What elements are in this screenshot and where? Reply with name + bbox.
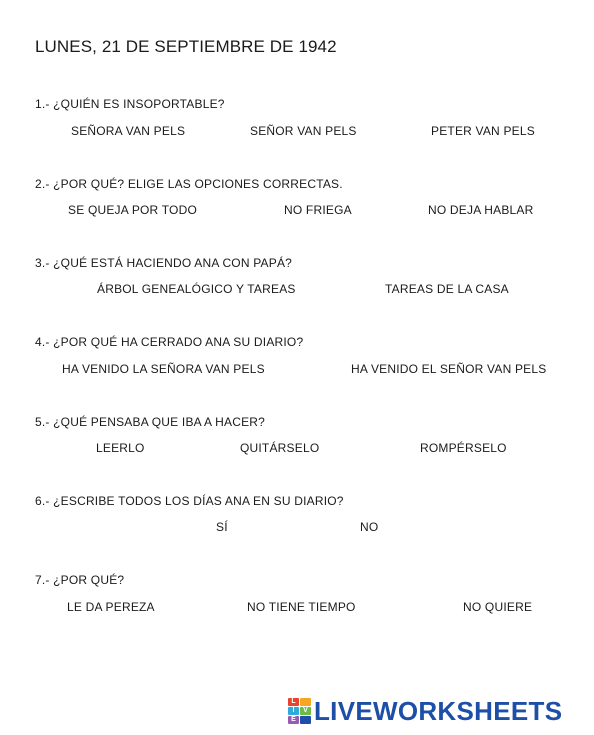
q6-option-no[interactable]: NO <box>360 520 379 534</box>
q5-option-rompérselo[interactable]: ROMPÉRSELO <box>420 441 507 455</box>
q3-option-arbol-genealogico[interactable]: ÁRBOL GENEALÓGICO Y TAREAS <box>97 282 296 296</box>
q3-option-tareas-casa[interactable]: TAREAS DE LA CASA <box>385 282 509 296</box>
q7-option-no-quiere[interactable]: NO QUIERE <box>463 600 533 614</box>
question-1: 1.- ¿QUIÉN ES INSOPORTABLE? <box>35 97 225 111</box>
question-6: 6.- ¿ESCRIBE TODOS LOS DÍAS ANA EN SU DIARIO? <box>35 494 344 508</box>
question-3: 3.- ¿QUÉ ESTÁ HACIENDO ANA CON PAPÁ? <box>35 256 293 270</box>
q5-option-quitarselo[interactable]: QUITÁRSELO <box>240 441 320 455</box>
question-7: 7.- ¿POR QUÉ? <box>35 573 125 587</box>
brand-name: LIVEWORKSHEETS <box>314 696 563 726</box>
logo-block-e: E <box>288 716 299 724</box>
q1-option-senor-van-pels[interactable]: SEÑOR VAN PELS <box>250 124 357 138</box>
logo-block-2 <box>300 716 311 724</box>
q4-option-senora[interactable]: HA VENIDO LA SEÑORA VAN PELS <box>62 362 265 376</box>
q5-option-leerlo[interactable]: LEERLO <box>96 441 145 455</box>
q2-option-se-queja[interactable]: SE QUEJA POR TODO <box>68 203 197 217</box>
q2-option-no-friega[interactable]: NO FRIEGA <box>284 203 352 217</box>
logo-blocks-icon <box>288 698 311 724</box>
question-5: 5.- ¿QUÉ PENSABA QUE IBA A HACER? <box>35 415 266 429</box>
q7-option-no-tiempo[interactable]: NO TIENE TIEMPO <box>247 600 356 614</box>
logo-block-v: V <box>300 707 311 715</box>
q2-option-no-deja-hablar[interactable]: NO DEJA HABLAR <box>428 203 534 217</box>
q1-option-senora-van-pels[interactable]: SEÑORA VAN PELS <box>71 124 186 138</box>
liveworksheets-logo <box>288 698 562 724</box>
logo-block-l: L <box>288 698 299 706</box>
logo-block-i: I <box>288 707 299 715</box>
question-4: 4.- ¿POR QUÉ HA CERRADO ANA SU DIARIO? <box>35 335 304 349</box>
logo-block-1 <box>300 698 311 706</box>
worksheet-title: LUNES, 21 DE SEPTIEMBRE DE 1942 <box>35 37 337 56</box>
question-2: 2.- ¿POR QUÉ? ELIGE LAS OPCIONES CORRECTAS. <box>35 177 343 191</box>
q7-option-pereza[interactable]: LE DA PEREZA <box>67 600 155 614</box>
q4-option-senor[interactable]: HA VENIDO EL SEÑOR VAN PELS <box>351 362 547 376</box>
q6-option-si[interactable]: SÍ <box>216 520 228 534</box>
q1-option-peter-van-pels[interactable]: PETER VAN PELS <box>431 124 535 138</box>
